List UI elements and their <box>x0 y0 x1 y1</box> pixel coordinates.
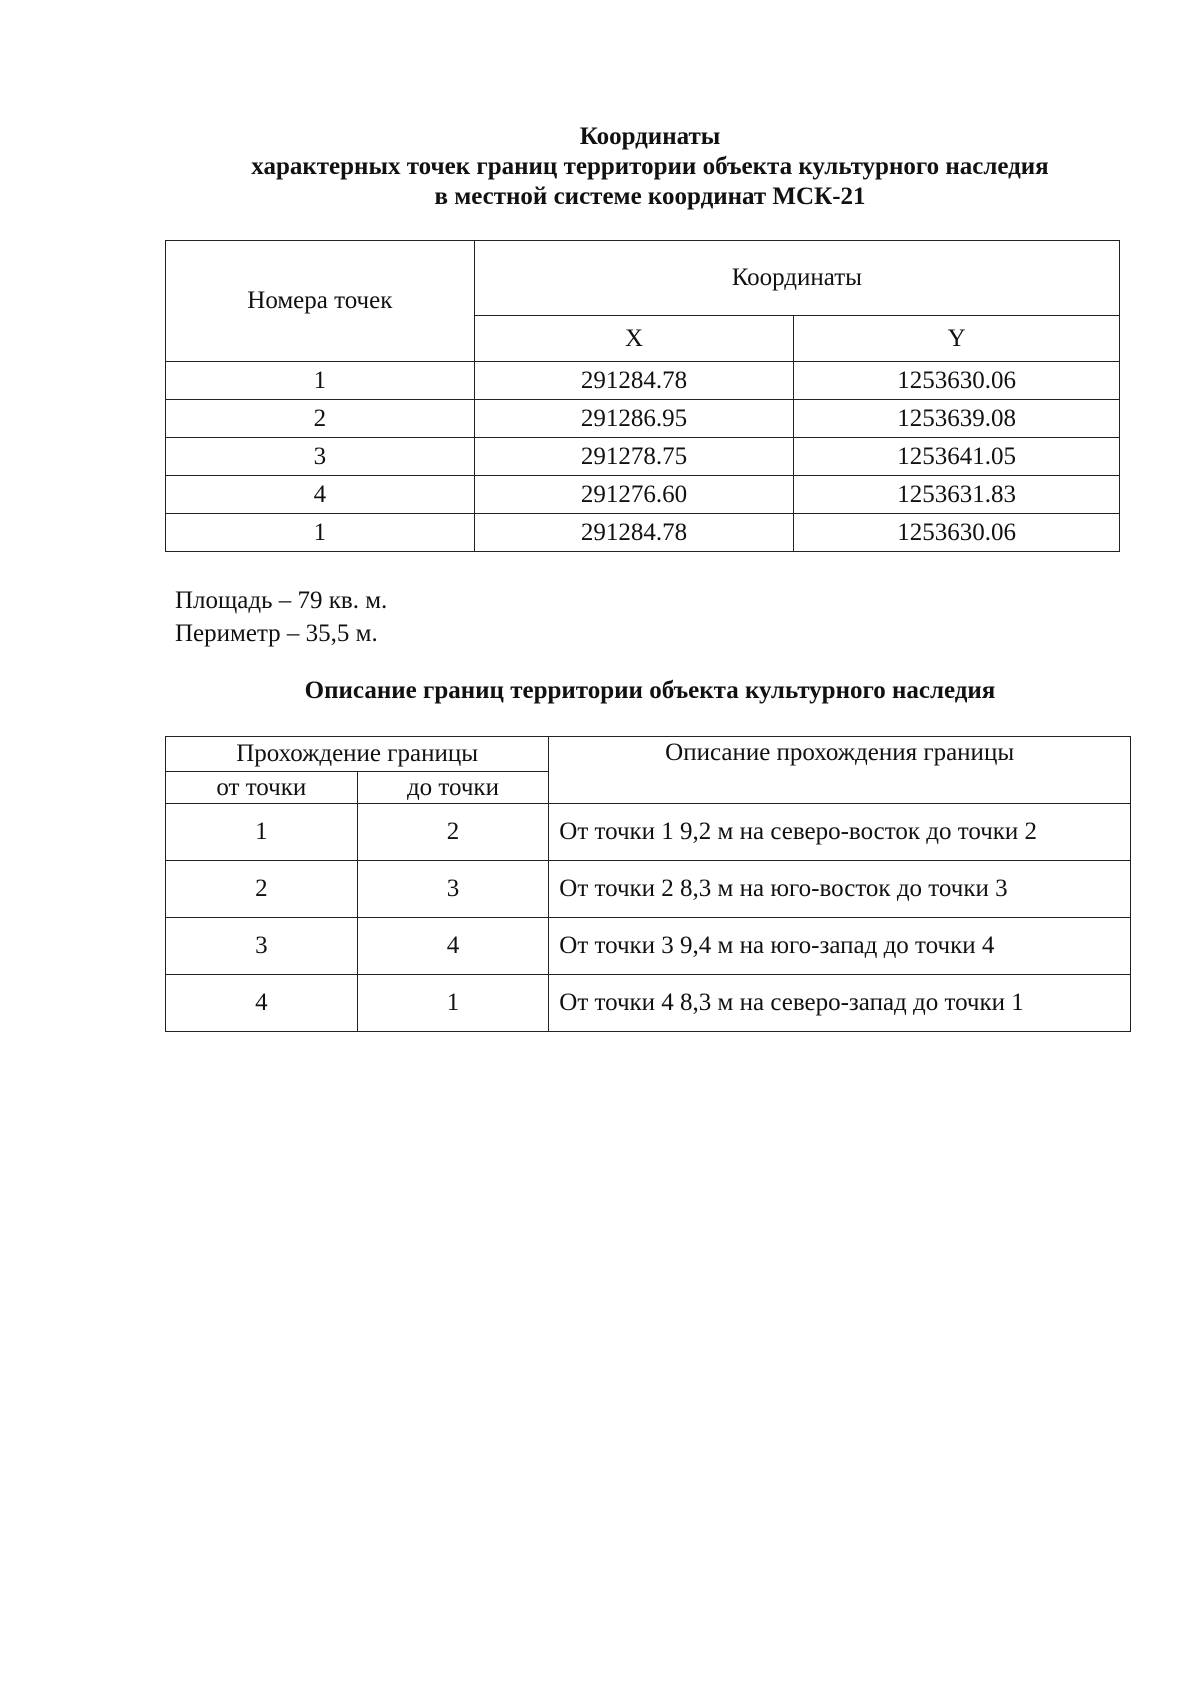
header-passage: Прохождение границы <box>166 737 549 772</box>
coord-y: 1253641.05 <box>794 438 1120 476</box>
coord-y: 1253631.83 <box>794 476 1120 514</box>
point-number: 4 <box>166 476 475 514</box>
passage-description: От точки 1 9,2 м на северо-восток до точки 2 <box>549 804 1131 861</box>
from-point: 1 <box>166 804 358 861</box>
to-point: 2 <box>357 804 549 861</box>
coord-x: 291278.75 <box>474 438 794 476</box>
point-number: 2 <box>166 400 475 438</box>
area-summary <box>175 584 387 650</box>
coordinates-header-row <box>166 241 1120 316</box>
title-line-3: в местной системе координат МСК-21 <box>434 183 866 210</box>
title-line-2: характерных точек границ территории объекта культурного наследия <box>251 153 1049 180</box>
table-row <box>166 804 1131 861</box>
title-line-1: Координаты <box>579 123 721 150</box>
document-title <box>150 122 1150 212</box>
to-point: 3 <box>357 861 549 918</box>
table-row <box>166 861 1131 918</box>
boundaries-header-row <box>166 737 1131 772</box>
header-x: X <box>474 316 794 362</box>
area-text: Площадь – 79 кв. м. <box>175 587 388 614</box>
table-row <box>166 918 1131 975</box>
from-point: 4 <box>166 975 358 1032</box>
header-description: Описание прохождения границы <box>549 737 1131 804</box>
from-point: 2 <box>166 861 358 918</box>
boundaries-table <box>165 736 1131 1032</box>
coord-y: 1253630.06 <box>794 514 1120 552</box>
table-row <box>166 362 1120 400</box>
coord-y: 1253630.06 <box>794 362 1120 400</box>
header-coordinates: Координаты <box>474 241 1119 316</box>
passage-description: От точки 3 9,4 м на юго-запад до точки 4 <box>549 918 1131 975</box>
header-from-point: от точки <box>166 772 358 804</box>
to-point: 1 <box>357 975 549 1032</box>
table-row <box>166 438 1120 476</box>
to-point: 4 <box>357 918 549 975</box>
table-row <box>166 476 1120 514</box>
passage-description: От точки 2 8,3 м на юго-восток до точки 3 <box>549 861 1131 918</box>
section-title: Описание границ территории объекта культурного наследия <box>304 677 996 704</box>
table-row <box>166 975 1131 1032</box>
coord-x: 291284.78 <box>474 514 794 552</box>
header-y: Y <box>794 316 1120 362</box>
coord-x: 291276.60 <box>474 476 794 514</box>
from-point: 3 <box>166 918 358 975</box>
coord-x: 291286.95 <box>474 400 794 438</box>
table-row <box>166 514 1120 552</box>
point-number: 1 <box>166 362 475 400</box>
coordinates-table <box>165 240 1120 552</box>
coord-y: 1253639.08 <box>794 400 1120 438</box>
header-point-numbers: Номера точек <box>166 241 475 362</box>
table-row <box>166 400 1120 438</box>
perimeter-text: Периметр – 35,5 м. <box>175 620 378 647</box>
coord-x: 291284.78 <box>474 362 794 400</box>
point-number: 3 <box>166 438 475 476</box>
passage-description: От точки 4 8,3 м на северо-запад до точки 1 <box>549 975 1131 1032</box>
point-number: 1 <box>166 514 475 552</box>
header-to-point: до точки <box>357 772 549 804</box>
